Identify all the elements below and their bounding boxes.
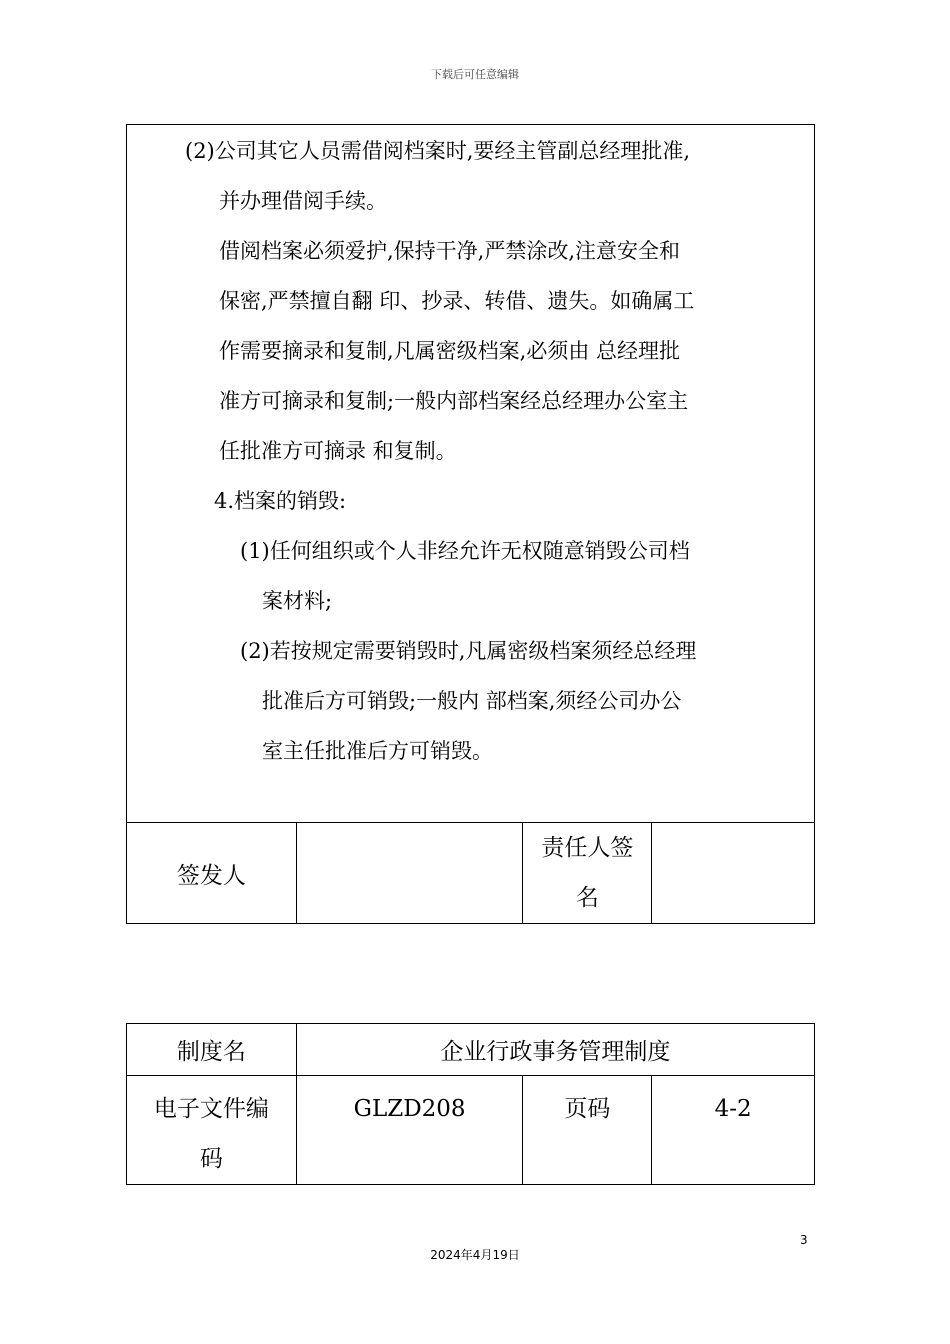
file-code-value: GLZD208 (296, 1076, 523, 1185)
file-code-label (127, 1076, 297, 1185)
body-line: 并办理借阅手续。 (219, 189, 387, 213)
meta-table (126, 1023, 815, 1185)
file-code-label-line1: 电子文件编 (153, 1096, 269, 1122)
body-line: 案材料; (262, 589, 333, 613)
body-line: (2)公司其它人员需借阅档案时,要经主管副总经理批准, (185, 139, 691, 163)
body-line: 作需要摘录和复制,凡属密级档案,必须由 总经理批 (219, 339, 681, 363)
page-number: 3 (800, 1233, 808, 1247)
body-line: (1)任何组织或个人非经允许无权随意销毁公司档 (240, 539, 690, 563)
policy-value: 企业行政事务管理制度 (296, 1024, 814, 1076)
body-line: 准方可摘录和复制;一般内部档案经总经理办公室主 (219, 389, 689, 413)
page-value: 4-2 (652, 1076, 815, 1185)
issuer-value (296, 823, 523, 924)
body-line: 任批准方可摘录 和复制。 (219, 439, 457, 463)
body-line: 室主任批准后方可销毁。 (262, 739, 493, 763)
page-label: 页码 (523, 1076, 652, 1185)
body-line: (2)若按规定需要销毁时,凡属密级档案须经总经理 (240, 639, 697, 663)
header-note: 下载后可任意编辑 (431, 68, 519, 81)
issuer-label: 签发人 (127, 823, 297, 924)
signature-table (126, 822, 815, 924)
responsible-label-line1: 责任人签 (541, 835, 634, 861)
section-heading: 4.档案的销毁: (214, 489, 347, 513)
body-line: 保密,严禁擅自翻 印、抄录、转借、遗失。如确属工 (219, 289, 695, 313)
responsible-label-line2: 名 (575, 885, 599, 911)
responsible-label (523, 823, 652, 924)
footer-date: 2024年4月19日 (430, 1248, 520, 1262)
body-line: 批准后方可销毁;一般内 部档案,须经公司办公 (262, 689, 682, 713)
responsible-value (652, 823, 815, 924)
body-line: 借阅档案必须爱护,保持干净,严禁涂改,注意安全和 (219, 239, 681, 263)
policy-label: 制度名 (127, 1024, 297, 1076)
file-code-label-line2: 码 (199, 1146, 223, 1172)
